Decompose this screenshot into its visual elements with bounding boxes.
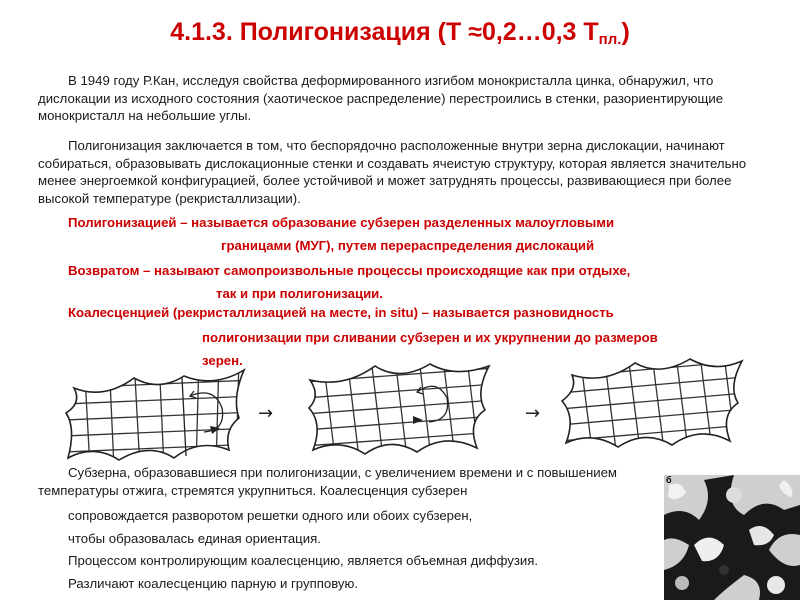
definition-coalescence-line2: полигонизации при сливании субзерен и их укрупнении до размеров bbox=[202, 330, 658, 345]
title-close: ) bbox=[621, 18, 630, 46]
bottom-line-2: температуры отжига, стремятся укрупниться. Коалесценция субзерен bbox=[38, 483, 468, 498]
grain-diagram-1 bbox=[64, 358, 254, 463]
slide-title bbox=[0, 18, 800, 48]
title-subscript: пл. bbox=[598, 31, 622, 48]
bottom-line-6: Различают коалесценцию парную и групповую. bbox=[68, 576, 359, 591]
bottom-line-5: Процессом контролирующим коалесценцию, является объемная диффузия. bbox=[68, 553, 539, 568]
definition-polygonization-line1: Полигонизацией – называется образование субзерен разделенных малоугловыми bbox=[68, 215, 615, 230]
arrow-2: → bbox=[525, 403, 541, 424]
micrograph-texture bbox=[664, 475, 800, 600]
micrograph-image bbox=[664, 475, 800, 600]
grain-diagram-2 bbox=[305, 358, 495, 458]
paragraph-polygonization: Полигонизация заключается в том, что беспорядочно расположенные внутри зерна дислокации, начинают собираться, образовывать дислокационные стенки и создавать ячеистую структуру, которая является значительно менее энергоемкой конфигурацией, более устойчивой и может затруднять процессы, развивающиеся при более высокой температуре (рекристаллизации). bbox=[38, 138, 747, 206]
bottom-line-1: Субзерна, образовавшиеся при полигонизации, с увеличением времени и с повышением bbox=[68, 465, 617, 480]
definition-coalescence-line1: Коалесценцией (рекристаллизацией на месте, in situ) – называется разновидность bbox=[68, 305, 614, 320]
definition-recovery-line1: Возвратом – называют самопроизвольные процессы происходящие как при отдыхе, bbox=[68, 263, 631, 278]
micrograph-label: б bbox=[666, 475, 672, 485]
title-main: 4.1.3. Полигонизация (Т ≈0,2…0,3 Т bbox=[170, 18, 599, 46]
grain-diagram-3 bbox=[560, 355, 745, 450]
paragraph-history: В 1949 году Р.Кан, исследуя свойства деформированного изгибом монокристалла цинка, обнаружил, что дислокации из исходного состояния (хаотическое распределение) перестроились в стенки, разориентирующие монокристалл на небольшие углы. bbox=[38, 73, 724, 123]
definition-coalescence-line3: зерен. bbox=[202, 353, 243, 368]
bottom-line-4: чтобы образовалась единая ориентация. bbox=[68, 531, 321, 546]
definition-recovery-line2: так и при полигонизации. bbox=[216, 286, 383, 301]
arrow-1: → bbox=[258, 403, 274, 424]
bottom-line-3: сопровождается разворотом решетки одного или обоих субзерен, bbox=[68, 508, 473, 523]
definition-polygonization-line2: границами (МУГ), путем перераспределения дислокаций bbox=[221, 238, 595, 253]
